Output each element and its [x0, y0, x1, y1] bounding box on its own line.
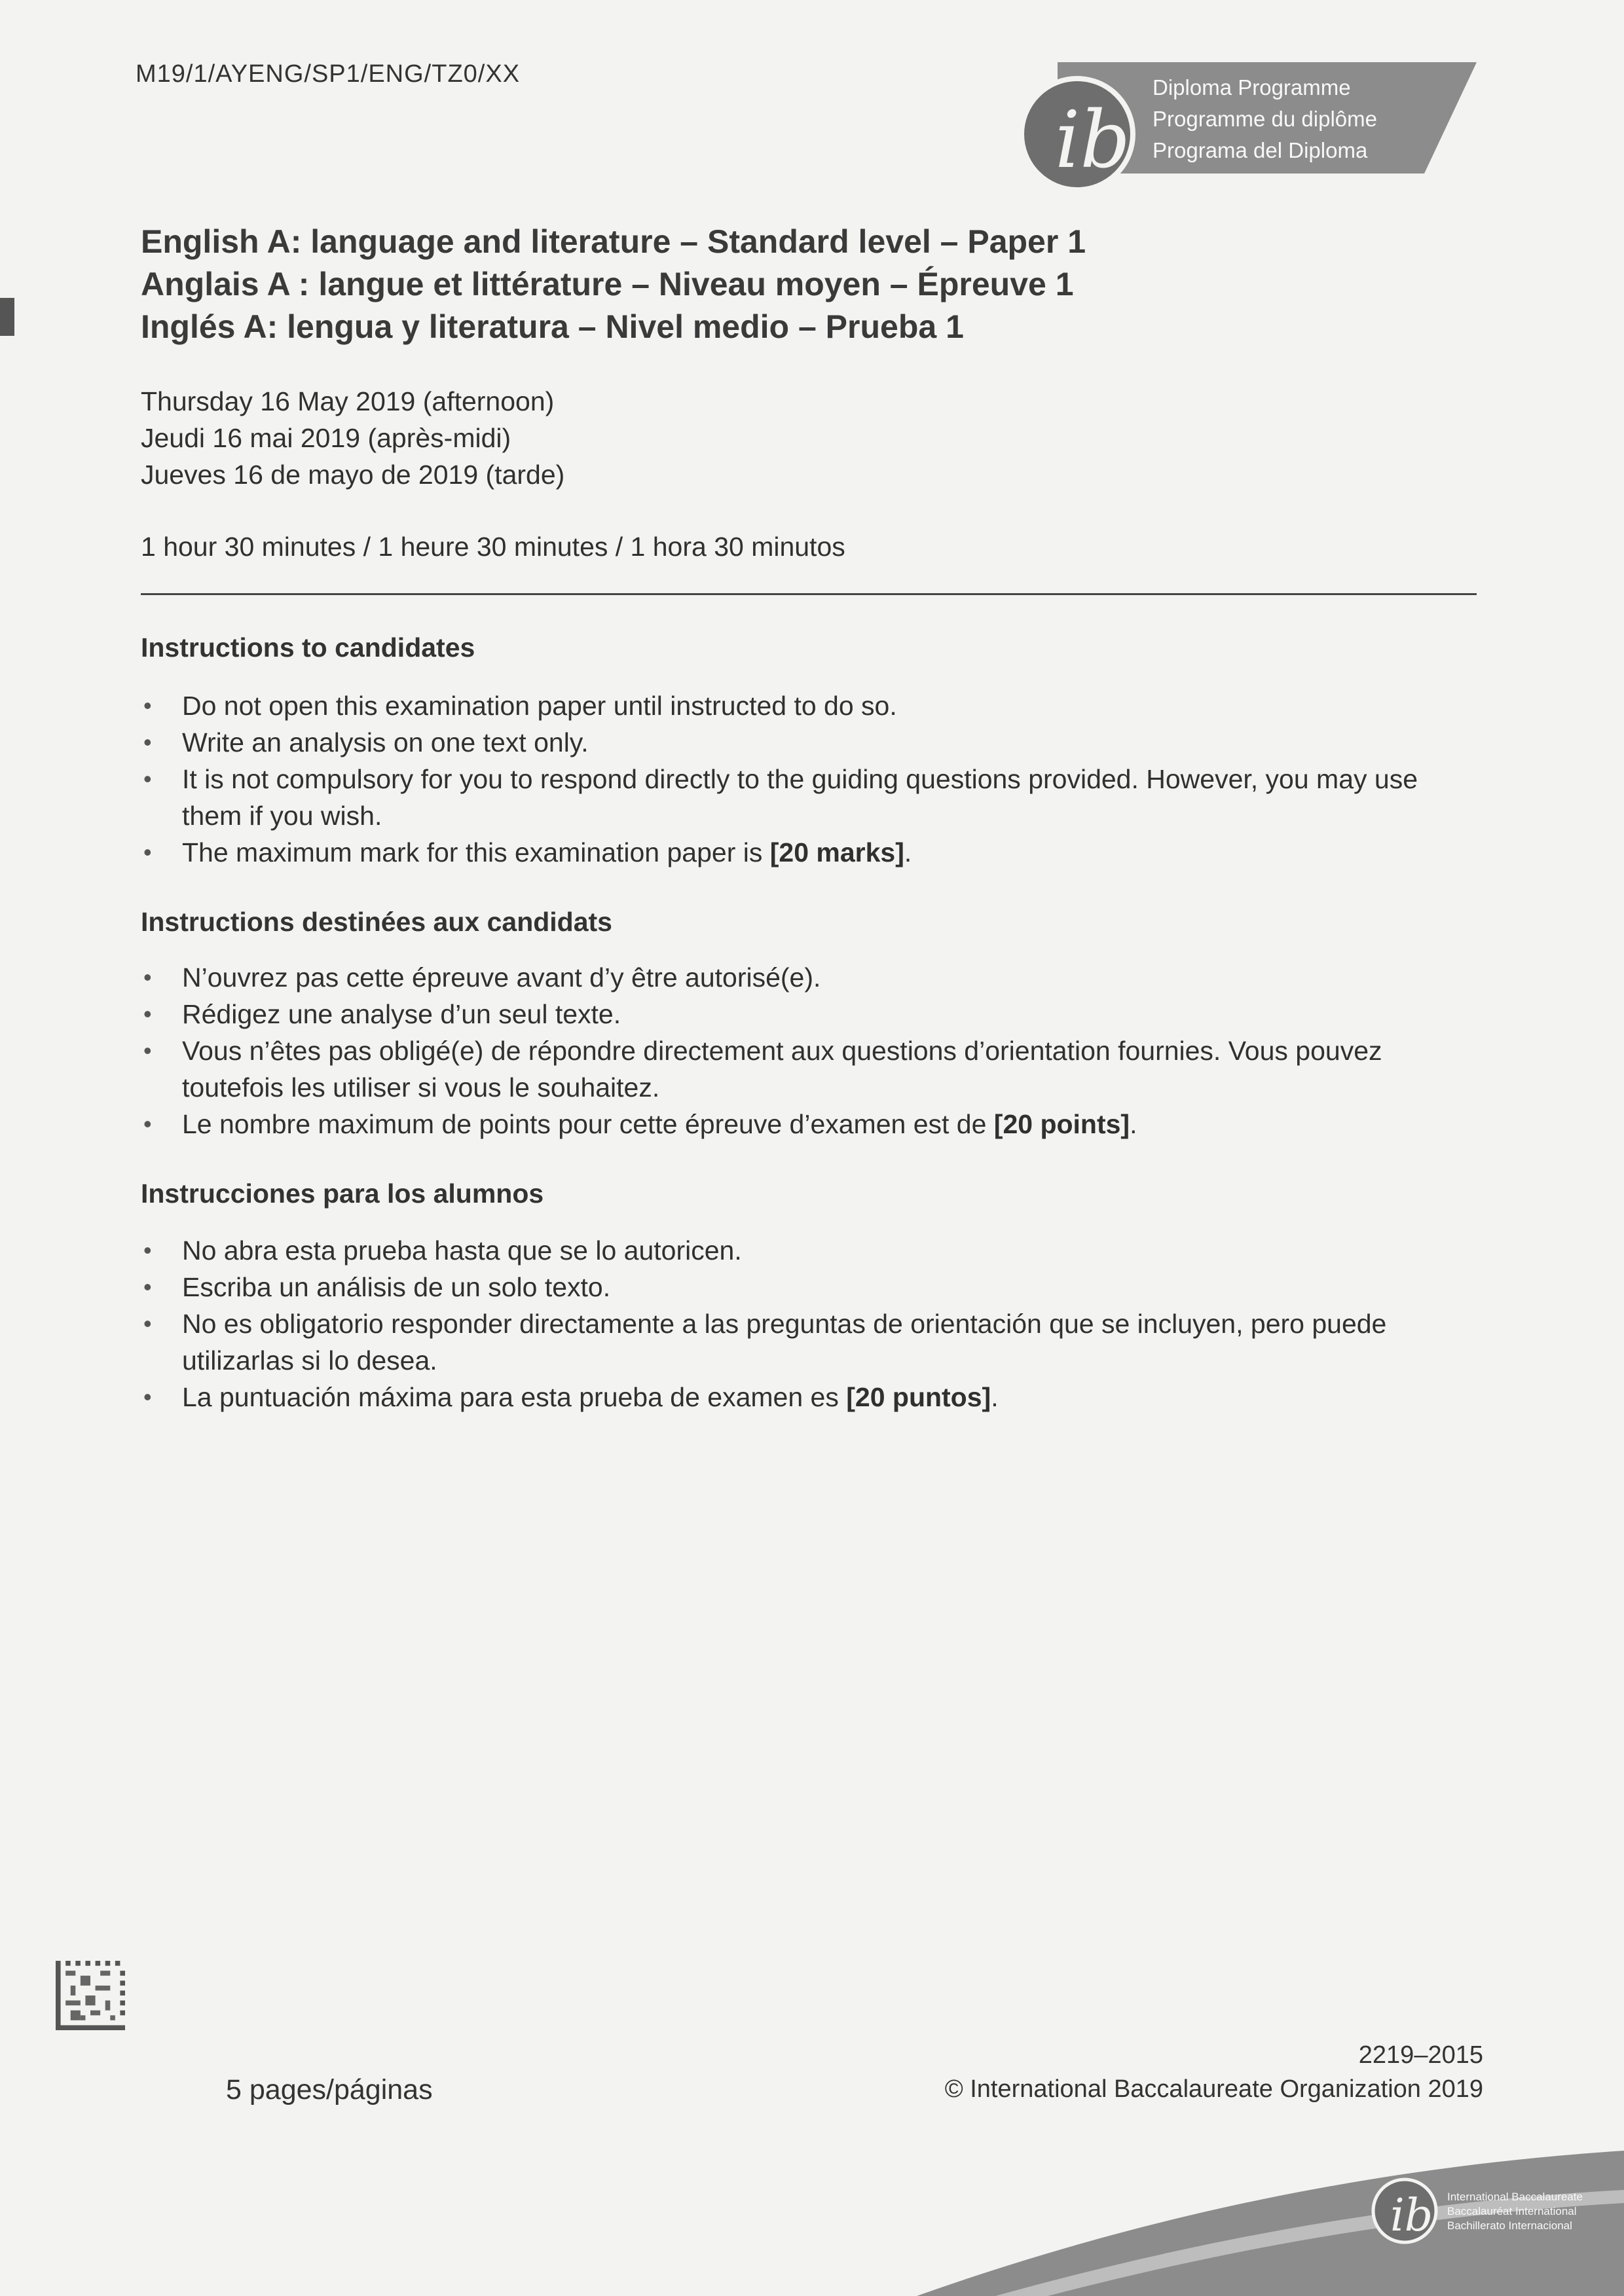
copyright: © International Baccalaureate Organization 2019 — [944, 2075, 1483, 2103]
paper-number: 2219–2015 — [1358, 2041, 1483, 2069]
list-item: • N’ouvrez pas cette épreuve avant d’y être autorisé(e). — [141, 959, 1483, 996]
paper-code: M19/1/AYENG/SP1/ENG/TZ0/XX — [136, 60, 521, 88]
list-item: • Escriba un análisis de un solo texto. — [141, 1269, 1483, 1305]
list-item: • It is not compulsory for you to respond directly to the guiding questions provided. However, you may use them if you wish. — [141, 761, 1483, 834]
max-mark-end: . — [904, 837, 912, 867]
datamatrix-icon — [56, 1961, 125, 2030]
instructions-heading-fr: Instructions destinées aux candidats — [141, 907, 612, 937]
ib-diploma-logo — [1005, 62, 1477, 193]
date-english: Thursday 16 May 2019 (afternoon) — [141, 386, 555, 416]
logo-line-3: Programa del Diploma — [1153, 138, 1368, 162]
list-item: • No es obligatorio responder directamente a las preguntas de orientación que se incluyen, pero puede utilizarlas si lo desea. — [141, 1305, 1483, 1379]
page-count: 5 pages/páginas — [226, 2074, 433, 2105]
footer-logo-line-2: Baccalauréat International — [1447, 2205, 1577, 2217]
footer-logo-line-1: International Baccalaureate — [1447, 2191, 1583, 2203]
instructions-heading-en: Instructions to candidates — [141, 632, 475, 663]
list-item: • Vous n’êtes pas obligé(e) de répondre directement aux questions d’orientation fournies. Vous pouvez toutefois les utiliser si vous le souhaitez. — [141, 1032, 1483, 1106]
title-spanish: Inglés A: lengua y literatura – Nivel medio – Prueba 1 — [141, 308, 964, 345]
date-french: Jeudi 16 mai 2019 (après-midi) — [141, 423, 511, 453]
list-item — [141, 834, 1483, 871]
list-item — [141, 1106, 1483, 1142]
logo-line-1: Diploma Programme — [1153, 75, 1351, 100]
list-item: • Do not open this examination paper until instructed to do so. — [141, 687, 1483, 724]
list-item: • Rédigez une analyse d’un seul texte. — [141, 996, 1483, 1032]
title-english: English A: language and literature – Standard level – Paper 1 — [141, 223, 1086, 260]
max-mark-end: . — [991, 1382, 999, 1412]
max-mark-text: The maximum mark for this examination paper is — [182, 837, 770, 867]
instructions-list-en — [141, 687, 1483, 871]
ib-logo-letters: ib — [1055, 95, 1131, 186]
title-french: Anglais A : langue et littérature – Niveau moyen – Épreuve 1 — [141, 266, 1074, 302]
max-mark-text: Le nombre maximum de points pour cette épreuve d’examen est de — [182, 1109, 994, 1139]
instructions-heading-es: Instrucciones para los alumnos — [141, 1178, 544, 1209]
duration: 1 hour 30 minutes / 1 heure 30 minutes / 1 hora 30 minutos — [141, 532, 845, 562]
max-mark-value: [20 puntos] — [846, 1382, 991, 1412]
list-item — [141, 1379, 1483, 1415]
list-item: • Write an analysis on one text only. — [141, 724, 1483, 761]
max-mark-value: [20 marks] — [769, 837, 904, 867]
footer-logo-letters: ib — [1390, 2190, 1433, 2242]
instructions-list-es — [141, 1232, 1483, 1415]
logo-line-2: Programme du diplôme — [1153, 107, 1377, 131]
ib-footer-logo — [917, 2151, 1624, 2296]
max-mark-value: [20 points] — [993, 1109, 1130, 1139]
instructions-list-fr — [141, 959, 1483, 1142]
max-mark-text: La puntuación máxima para esta prueba de examen es — [182, 1382, 847, 1412]
scan-margin-mark — [0, 298, 14, 336]
date-spanish: Jueves 16 de mayo de 2019 (tarde) — [141, 460, 565, 490]
footer-logo-line-3: Bachillerato Internacional — [1447, 2219, 1572, 2232]
divider — [141, 593, 1477, 595]
max-mark-end: . — [1130, 1109, 1137, 1139]
list-item: • No abra esta prueba hasta que se lo autoricen. — [141, 1232, 1483, 1269]
